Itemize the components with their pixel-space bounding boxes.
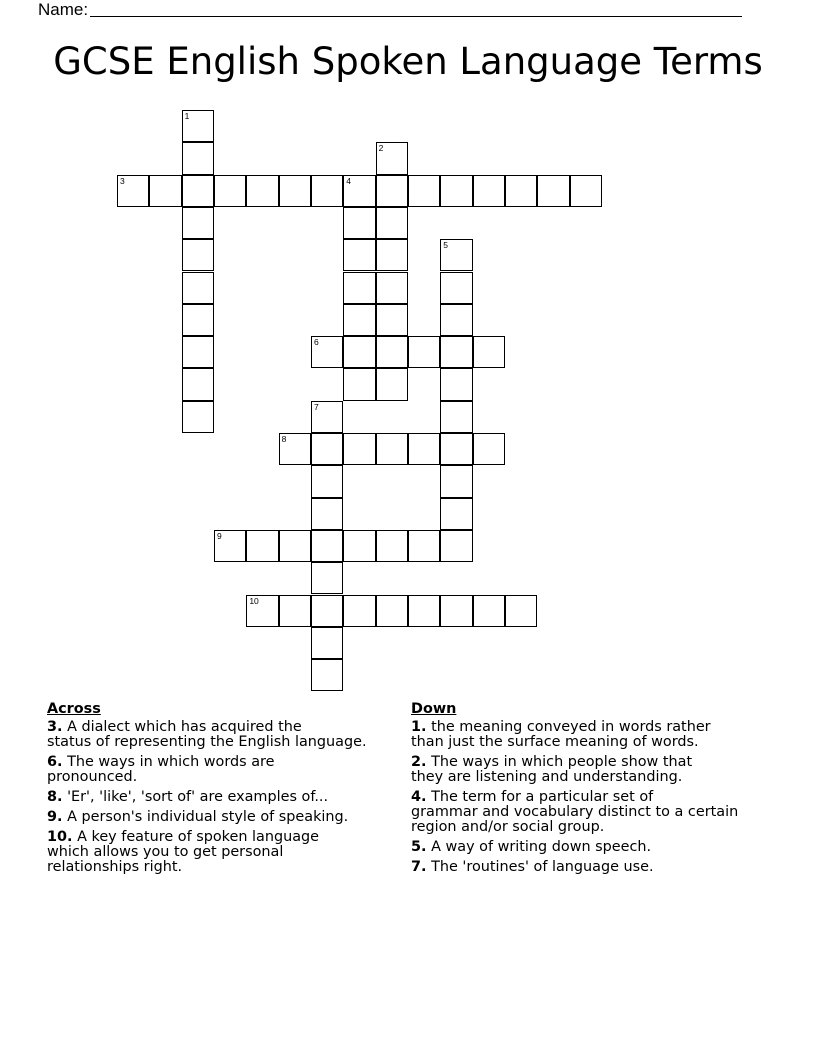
clue-number-label: 2 <box>378 143 384 154</box>
crossword-cell[interactable] <box>343 595 375 627</box>
clue-number: 9. <box>47 809 63 825</box>
crossword-cell[interactable] <box>408 175 440 207</box>
clue-across-3 <box>47 720 407 750</box>
clue-number-label: 7 <box>313 401 319 412</box>
clue-text: A key feature of spoken language which allows you to get personal relationships right. <box>47 829 320 875</box>
crossword-cell[interactable] <box>182 272 214 304</box>
clue-text: the meaning conveyed in words rather than just the surface meaning of words. <box>411 719 711 750</box>
clue-text: 'Er', 'like', 'sort of' are examples of... <box>67 789 329 805</box>
clue-text: A person's individual style of speaking. <box>67 809 349 825</box>
down-heading: Down <box>411 701 457 717</box>
clue-down-2 <box>411 755 781 785</box>
crossword-cell[interactable] <box>440 465 472 497</box>
crossword-cell[interactable] <box>311 562 343 594</box>
name-field[interactable] <box>90 16 742 17</box>
clue-text: The ways in which words are pronounced. <box>47 754 275 785</box>
clue-down-1 <box>411 720 781 750</box>
clue-number-label: 5 <box>443 240 449 251</box>
crossword-cell[interactable] <box>279 433 311 465</box>
crossword-cell[interactable] <box>376 207 408 239</box>
crossword-cell[interactable] <box>473 595 505 627</box>
clue-across-10 <box>47 830 407 875</box>
crossword-cell[interactable] <box>408 433 440 465</box>
crossword-cell[interactable] <box>246 595 278 627</box>
across-heading: Across <box>47 701 101 717</box>
clue-number: 6. <box>47 754 63 770</box>
crossword-cell[interactable] <box>117 175 149 207</box>
crossword-cell[interactable] <box>311 465 343 497</box>
clue-text: The term for a particular set of grammar and vocabulary distinct to a certain region and/or social group. <box>411 789 739 835</box>
clue-number-label: 8 <box>281 434 287 444</box>
crossword-cell[interactable] <box>182 207 214 239</box>
crossword-cell[interactable] <box>279 530 311 562</box>
clue-number: 5. <box>411 839 427 855</box>
crossword-cell[interactable] <box>246 530 278 562</box>
clue-text: The ways in which people show that they are listening and understanding. <box>411 754 693 785</box>
crossword-cell[interactable] <box>182 110 214 142</box>
crossword-cell[interactable] <box>182 368 214 400</box>
crossword-cell[interactable] <box>182 401 214 433</box>
crossword-cell[interactable] <box>343 368 375 400</box>
clue-across-9 <box>47 810 407 825</box>
crossword-cell[interactable] <box>376 239 408 271</box>
page-title: GCSE English Spoken Language Terms <box>53 40 763 83</box>
crossword-cell[interactable] <box>182 239 214 271</box>
crossword-cell[interactable] <box>376 304 408 336</box>
crossword-cell[interactable] <box>214 175 246 207</box>
crossword-cell[interactable] <box>440 368 472 400</box>
clue-number-label: 3 <box>120 175 125 186</box>
across-clues <box>47 702 407 880</box>
crossword-cell[interactable] <box>182 304 214 336</box>
crossword-cell[interactable] <box>408 530 440 562</box>
crossword-grid <box>117 110 607 700</box>
clue-number-label: 9 <box>216 530 222 541</box>
clue-number-label: 10 <box>249 595 259 606</box>
crossword-cell[interactable] <box>440 175 472 207</box>
crossword-cell[interactable] <box>440 239 472 271</box>
crossword-cell[interactable] <box>343 207 375 239</box>
crossword-cell[interactable] <box>311 175 343 207</box>
crossword-cell[interactable] <box>246 175 278 207</box>
crossword-cell[interactable] <box>376 368 408 400</box>
clue-number: 2. <box>411 754 427 770</box>
clue-number: 4. <box>411 789 427 805</box>
crossword-cell[interactable] <box>440 336 472 368</box>
clue-text: The 'routines' of language use. <box>431 859 654 875</box>
clue-number-label: 4 <box>346 175 352 186</box>
crossword-cell[interactable] <box>440 498 472 530</box>
clue-number: 7. <box>411 859 427 875</box>
clue-down-4 <box>411 790 781 835</box>
crossword-cell[interactable] <box>149 175 181 207</box>
down-clues <box>411 702 781 880</box>
clue-number-label: 6 <box>313 337 319 348</box>
crossword-cell[interactable] <box>473 336 505 368</box>
clue-number: 3. <box>47 719 63 735</box>
crossword-cell[interactable] <box>440 401 472 433</box>
clue-number: 8. <box>47 789 63 805</box>
crossword-cell[interactable] <box>343 336 375 368</box>
crossword-cell[interactable] <box>279 175 311 207</box>
crossword-cell[interactable] <box>570 175 602 207</box>
crossword-cell[interactable] <box>311 595 343 627</box>
crossword-cell[interactable] <box>311 659 343 691</box>
clue-number: 1. <box>411 719 427 735</box>
crossword-cell[interactable] <box>440 595 472 627</box>
crossword-cell[interactable] <box>473 175 505 207</box>
crossword-cell[interactable] <box>440 272 472 304</box>
crossword-cell[interactable] <box>214 530 246 562</box>
crossword-cell[interactable] <box>473 433 505 465</box>
clue-text: A way of writing down speech. <box>431 839 652 855</box>
crossword-cell[interactable] <box>505 595 537 627</box>
crossword-cell[interactable] <box>343 433 375 465</box>
crossword-cell[interactable] <box>376 433 408 465</box>
crossword-cell[interactable] <box>376 142 408 174</box>
crossword-cell[interactable] <box>311 498 343 530</box>
clue-across-8 <box>47 790 407 805</box>
crossword-cell[interactable] <box>408 336 440 368</box>
crossword-cell[interactable] <box>311 433 343 465</box>
crossword-cell[interactable] <box>182 142 214 174</box>
crossword-cell[interactable] <box>311 627 343 659</box>
crossword-cell[interactable] <box>408 595 440 627</box>
crossword-cell[interactable] <box>311 336 343 368</box>
crossword-cell[interactable] <box>440 530 472 562</box>
crossword-cell[interactable] <box>537 175 569 207</box>
clue-number-label: 1 <box>184 111 190 121</box>
crossword-cell[interactable] <box>279 595 311 627</box>
clue-text: A dialect which has acquired the status of representing the English language. <box>47 719 367 750</box>
crossword-cell[interactable] <box>343 304 375 336</box>
crossword-cell[interactable] <box>376 272 408 304</box>
crossword-cell[interactable] <box>343 272 375 304</box>
crossword-cell[interactable] <box>182 175 214 207</box>
clue-across-6 <box>47 755 407 785</box>
crossword-cell[interactable] <box>311 401 343 433</box>
crossword-cell[interactable] <box>376 595 408 627</box>
crossword-cell[interactable] <box>182 336 214 368</box>
clue-down-7 <box>411 860 781 875</box>
crossword-cell[interactable] <box>311 530 343 562</box>
crossword-cell[interactable] <box>376 530 408 562</box>
crossword-cell[interactable] <box>440 304 472 336</box>
name-label: Name: <box>38 0 89 19</box>
crossword-cell[interactable] <box>505 175 537 207</box>
crossword-cell[interactable] <box>376 336 408 368</box>
crossword-cell[interactable] <box>343 530 375 562</box>
crossword-cell[interactable] <box>343 239 375 271</box>
crossword-cell[interactable] <box>376 175 408 207</box>
clue-number: 10. <box>47 829 73 845</box>
clue-down-5 <box>411 840 781 855</box>
crossword-cell[interactable] <box>440 433 472 465</box>
crossword-cell[interactable] <box>343 175 375 207</box>
